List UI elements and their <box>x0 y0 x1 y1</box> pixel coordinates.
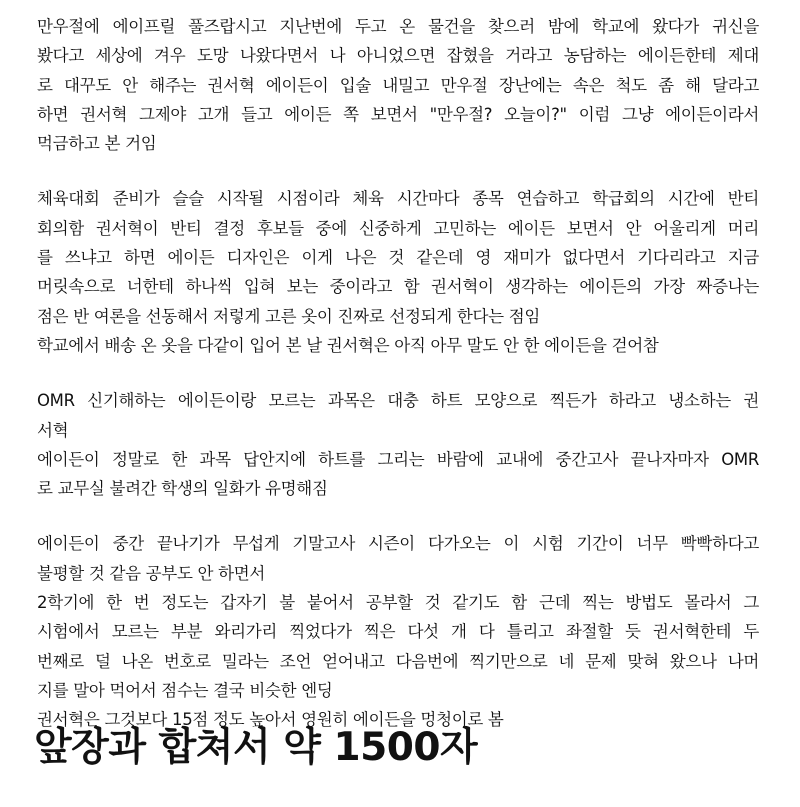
text-line: 에이든이 중간 끝나기가 무섭게 기말고사 시즌이 다가오는 이 시험 기간이 너무 빡빡하다고 <box>37 534 759 554</box>
text-line: 로 대꾸도 안 해주는 권서혁 에이든이 입술 내밀고 만우절 장난에는 속은 척도 좀 해 달라고 <box>37 75 759 95</box>
text-line: 체육대회 준비가 슬슬 시작될 시점이라 체육 시간마다 종목 연습하고 학급회의 시간에 반티 <box>37 189 759 209</box>
text-line: 로 교무실 불려간 학생의 일화가 유명해짐 <box>37 479 328 499</box>
text-line: OMR 신기해하는 에이든이랑 모르는 과목은 대충 하트 모양으로 찍든가 하라고 냉소하는 권 <box>37 391 759 411</box>
text-line: 권서혁은 그것보다 15점 정도 높아서 영원히 에이든을 멍청이로 봄 <box>37 710 504 730</box>
text-line: 하면 권서혁 그제야 고개 들고 에이든 쪽 보면서 "만우절? 오늘이?" 이럼 그냥 에이든이라서 <box>37 104 759 124</box>
text-line: 시험에서 모르는 부분 와리가리 찍었다가 찍은 다섯 개 다 틀리고 좌절할 듯 권서혁한테 두 <box>37 622 759 642</box>
text-line: 서혁 <box>37 420 69 440</box>
text-line: 2학기에 한 번 정도는 갑자기 불 붙어서 공부할 것 같기도 함 근데 찍는 방법도 몰라서 그 <box>37 593 759 613</box>
text-line: 만우절에 에이프릴 풀즈랍시고 지난번에 두고 온 물건을 찾으러 밤에 학교에 왔다가 귀신을 <box>37 17 759 36</box>
text-line: 지를 말아 먹어서 점수는 결국 비슷한 엔딩 <box>37 680 333 700</box>
paragraph-sports-day <box>37 184 759 360</box>
text-line: 봤다고 세상에 겨우 도망 나왔다면서 나 아니었으면 잡혔을 거라고 농담하는 에이든한테 제대 <box>37 46 759 66</box>
text-line: 학교에서 배송 온 옷을 다같이 입어 본 날 권서혁은 아직 아무 말도 안 한 에이든을 걷어참 <box>37 335 659 355</box>
paragraph-april-fools <box>37 12 759 158</box>
closing-heading: 앞장과 합쳐서 약 1500자 <box>34 725 478 770</box>
text-line: 불평할 것 같음 공부도 안 하면서 <box>37 563 266 583</box>
text-line: 머릿속으로 너한테 하나씩 입혀 보는 중이라고 함 권서혁이 생각하는 에이든의 가장 짜증나는 <box>37 277 759 297</box>
text-line: 점은 반 여론을 선동해서 저렇게 고른 옷이 진짜로 선정되게 한다는 점임 <box>37 306 540 326</box>
text-line: 를 쓰냐고 하면 에이든 디자인은 이게 나은 것 같은데 영 재미가 없다면서 기다리라고 지금 <box>37 248 759 268</box>
paragraph-omr <box>37 386 759 503</box>
text-line: 먹금하고 본 거임 <box>37 134 157 154</box>
text-line: 에이든이 정말로 한 과목 답안지에 하트를 그리는 바람에 교내에 중간고사 끝나자마자 OMR <box>37 449 759 469</box>
text-line: 회의함 권서혁이 반티 결정 후보들 중에 신중하게 고민하는 에이든 보면서 안 어울리게 머리 <box>37 218 759 238</box>
text-line: 번째로 덜 나온 번호로 밀라는 조언 얻어내고 다음번에 찍기만으로 네 문제 맞혀 왔으나 나머 <box>37 651 759 671</box>
paragraph-exams <box>37 529 759 734</box>
